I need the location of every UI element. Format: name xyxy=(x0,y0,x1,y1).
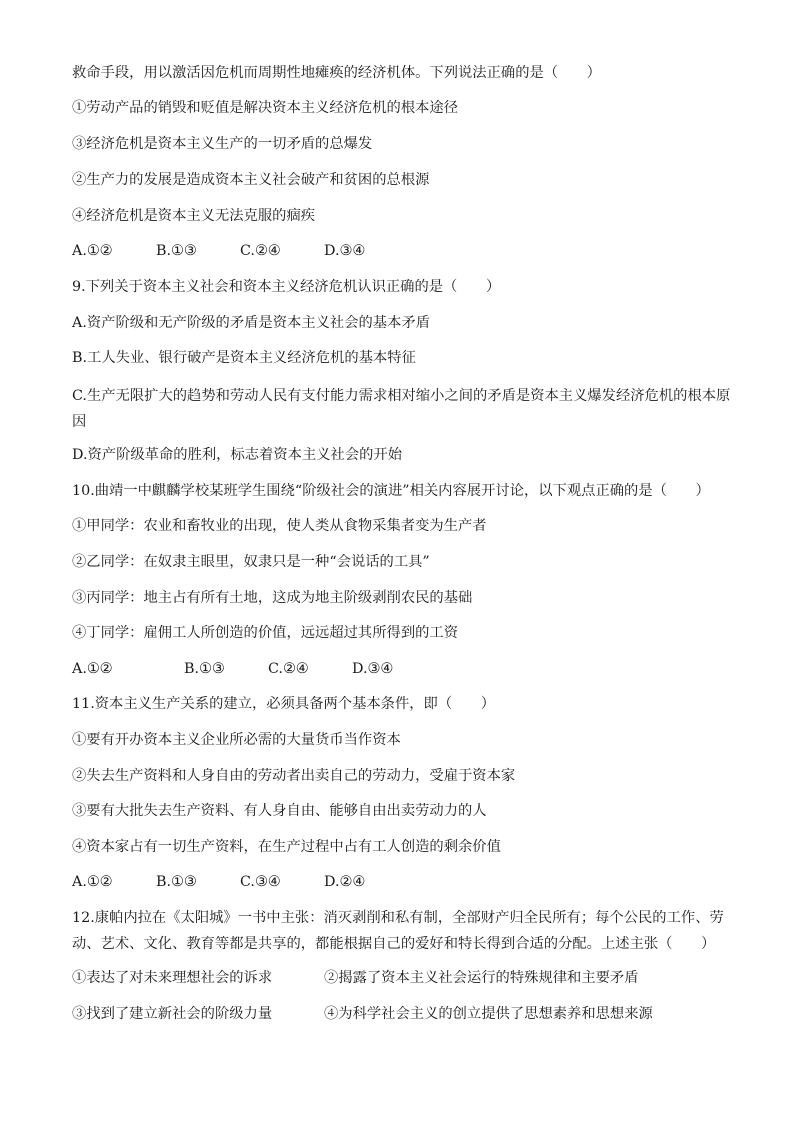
question-8-option-c: C.②④ xyxy=(240,243,281,259)
question-11-statement-3: ③要有大批失去生产资料、有人身自由、能够自由出卖劳动力的人 xyxy=(72,803,487,819)
question-11-statement-4: ④资本家占有一切生产资料，在生产过程中占有工人创造的剩余价值 xyxy=(72,839,501,855)
question-11-option-b: B.①③ xyxy=(156,874,197,890)
question-10-option-b: B.①③ xyxy=(184,661,225,677)
question-10-option-c: C.②④ xyxy=(268,661,309,677)
question-11-statement-1: ①要有开办资本主义企业所必需的大量货币当作资本 xyxy=(72,732,401,748)
question-10-statement-3: ③丙同学：地主占有所有土地，这成为地主阶级剥削农民的基础 xyxy=(72,590,473,606)
question-8-statement-4: ④经济危机是资本主义无法克服的痼疾 xyxy=(72,208,316,224)
question-10-statement-2: ②乙同学：在奴隶主眼里，奴隶只是一种“会说话的工具” xyxy=(72,554,430,570)
question-10-statement-4: ④丁同学：雇佣工人所创造的价值，远远超过其所得到的工资 xyxy=(72,625,459,641)
question-9-option-c: C.生产无限扩大的趋势和劳动人民有支付能力需求相对缩小之间的矛盾是资本主义爆发经济危机的根本原因 xyxy=(72,388,731,430)
question-11-options xyxy=(72,871,732,893)
question-10-statement-1: ①甲同学：农业和畜牧业的出现，使人类从食物采集者变为生产者 xyxy=(72,518,487,534)
question-11-statement-2: ②失去生产资料和人身自由的劳动者出卖自己的劳动力，受雇于资本家 xyxy=(72,768,516,784)
question-9-stem: 9.下列关于资本主义社会和资本主义经济危机认识正确的是（ ） xyxy=(72,279,501,295)
question-8-option-a: A.①② xyxy=(72,243,113,259)
question-9-option-b: B.工人失业、银行破产是资本主义经济危机的基本特征 xyxy=(72,350,416,366)
question-8-option-b: B.①③ xyxy=(156,243,197,259)
question-11-option-d: D.②④ xyxy=(324,874,366,890)
question-11-stem: 11.资本主义生产关系的建立，必须具备两个基本条件，即（ ） xyxy=(72,696,496,712)
question-12-statement-2: ②揭露了资本主义社会运行的特殊规律和主要矛盾 xyxy=(324,970,639,986)
question-8-options xyxy=(72,240,732,262)
question-8-statement-1: ①劳动产品的销毁和贬值是解决资本主义经济危机的根本途径 xyxy=(72,100,459,116)
question-12-stem: 12.康帕内拉在《太阳城》一书中主张：消灭剥削和私有制，全部财产归全民所有；每个公民的工作、劳动、艺术、文化、教育等都是共享的，都能根据自己的爱好和特长得到合适的分配。上述主张（ ） xyxy=(72,910,724,952)
question-11-option-a: A.①② xyxy=(72,874,113,890)
question-9-option-d: D.资产阶级革命的胜利，标志着资本主义社会的开始 xyxy=(72,447,403,463)
question-8-option-d: D.③④ xyxy=(324,243,366,259)
question-10-stem: 10.曲靖一中麒麟学校某班学生围绕“阶级社会的演进”相关内容展开讨论，以下观点正确的是（ ） xyxy=(72,483,710,499)
question-10-options xyxy=(72,658,732,680)
question-9-option-a: A.资产阶级和无产阶级的矛盾是资本主义社会的基本矛盾 xyxy=(72,315,430,331)
question-12-statement-4: ④为科学社会主义的创立提供了思想素养和思想来源 xyxy=(324,1006,653,1022)
question-8-statement-3: ③经济危机是资本主义生产的一切矛盾的总爆发 xyxy=(72,136,373,152)
question-11-option-c: C.③④ xyxy=(240,874,281,890)
question-12-statement-1: ①表达了对未来理想社会的诉求 xyxy=(72,970,273,986)
question-12-statement-3: ③找到了建立新社会的阶级力量 xyxy=(72,1006,273,1022)
question-10-option-a: A.①② xyxy=(72,661,113,677)
question-8-stem-continuation: 救命手段，用以激活因危机而周期性地瘫痪的经济机体。下列说法正确的是（ ） xyxy=(72,65,601,81)
question-8-statement-2: ②生产力的发展是造成资本主义社会破产和贫困的总根源 xyxy=(72,172,430,188)
question-10-option-d: D.③④ xyxy=(352,661,394,677)
